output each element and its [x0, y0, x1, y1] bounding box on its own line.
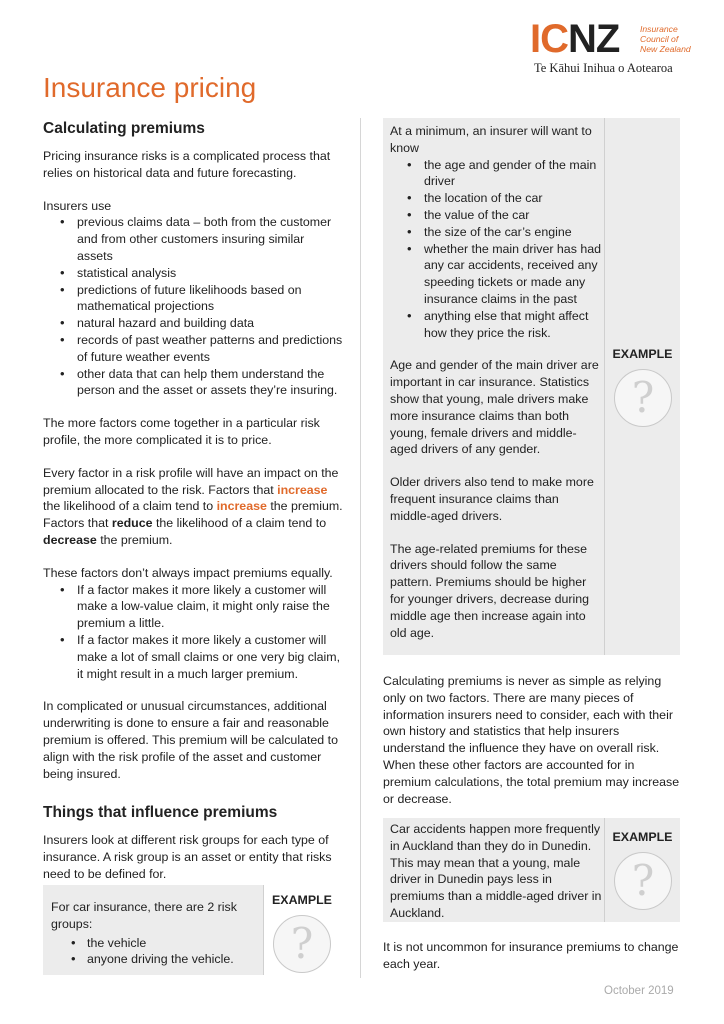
- list-item: • If a factor makes it more likely a customer will make a low-value claim, it might only raise the premium a little.: [43, 582, 343, 632]
- example-intro: At a minimum, an insurer will want to know: [390, 124, 592, 155]
- list-item: • predictions of future likelihoods based on mathematical projections: [43, 282, 343, 316]
- list-item: • whether the main driver has had any car accidents, received any speeding tickets or made any insurance claims in the past: [390, 241, 602, 308]
- footer-date: October 2019: [604, 985, 674, 997]
- paragraph-calculating: Calculating premiums is never as simple as relying only on two factors. There are many pieces of information insurers need to consider, each with their own history and statistics that help insurers understand the influence they have on overall risk. When these other factors are accounted for in premium calculations, the total premium may increase or decrease.: [383, 674, 680, 806]
- example-side: [264, 885, 340, 975]
- list-item: • other data that can help them understand the person and the asset or assets they’re insuring.: [43, 366, 343, 400]
- example-text: Car accidents happen more frequently in Auckland than they do in Dunedin. This may mean that a young, male driver in Dunedin pays less in premiums than a middle-aged driver in Auckland.: [390, 822, 602, 920]
- paragraph-premium-change: It is not uncommon for insurance premiums to change each year.: [383, 940, 679, 971]
- list-item: • the vehicle: [51, 935, 256, 952]
- list-item: • anyone driving the vehicle.: [51, 951, 256, 968]
- question-mark-icon: ?: [614, 852, 672, 910]
- paragraph-underwriting: In complicated or unusual circumstances, additional underwriting is done to ensure a fair and reasonable premium is offered. This premium will be calculated to align with the risk profile of the asset and customer being insured.: [43, 699, 338, 781]
- factor-list: [43, 582, 343, 683]
- icnz-logo: [530, 17, 700, 78]
- page-title: Insurance pricing: [43, 72, 257, 103]
- example-label: EXAMPLE: [612, 830, 673, 844]
- list-item: • the value of the car: [390, 207, 602, 224]
- list-item: • records of past weather patterns and predictions of future weather events: [43, 332, 343, 366]
- insurers-use-list: [43, 214, 343, 399]
- example-box-text: [51, 899, 256, 968]
- paragraph-age-premiums: The age-related premiums for these drivers should follow the same pattern. Premiums should be higher for younger drivers, decrease during middle age then increase again into old age.: [390, 541, 590, 640]
- example-side: [605, 818, 680, 922]
- list-item: • the size of the car’s engine: [390, 224, 602, 241]
- list-item: • anything else that might affect how they price the risk.: [390, 308, 602, 342]
- example-label: EXAMPLE: [612, 347, 673, 361]
- example-list: [51, 935, 256, 969]
- paragraph-age-gender: Age and gender of the main driver are important in car insurance. Statistics show that young, male drivers make more insurance claims than both young, female drivers and middle-aged drivers of any gender.: [390, 358, 599, 457]
- section-heading-influence: Things that influence premiums: [43, 804, 278, 822]
- paragraph-pricing: Pricing insurance risks is a complicated process that relies on historical data and future forecasting.: [43, 149, 331, 180]
- paragraph-risk-groups: Insurers look at different risk groups for each type of insurance. A risk group is an asset or entity that risks need to be defined for.: [43, 833, 332, 881]
- paragraph-equal: These factors don’t always impact premiums equally.: [43, 565, 333, 580]
- list-item: • the age and gender of the main driver: [390, 157, 602, 191]
- example-box-driver-factors: [383, 118, 680, 655]
- paragraph-factors: The more factors come together in a particular risk profile, the more complicated it is to price.: [43, 416, 320, 447]
- paragraph-older-drivers: Older drivers also tend to make more frequent insurance claims than middle-aged drivers.: [390, 475, 594, 523]
- example-intro: For car insurance, there are 2 risk groups:: [51, 900, 237, 931]
- list-item: • statistical analysis: [43, 265, 343, 282]
- question-mark-icon: ?: [273, 915, 331, 973]
- example-side: [605, 118, 680, 655]
- example-box-risk-groups: [43, 885, 340, 975]
- example-list: [390, 157, 602, 342]
- left-column: [43, 118, 343, 883]
- logo-maori-text: Te Kāhui Inihua o Aotearoa: [534, 61, 673, 75]
- question-mark-icon: ?: [614, 369, 672, 427]
- list-item: • natural hazard and building data: [43, 315, 343, 332]
- column-divider: [360, 118, 361, 978]
- logo-side-text: Insurance Council of New Zealand: [640, 24, 691, 54]
- list-item: • previous claims data – both from the customer and from other customers insuring similar assets: [43, 214, 343, 264]
- section-heading-calculating: Calculating premiums: [43, 120, 205, 137]
- paragraph-risk-profile: Every factor in a risk profile will have an impact on the premium allocated to the risk. Factors that increase the likelihood of a claim tend to increase the premium. Factors that reduce the likelihood of a claim tend to decrease the premium.: [43, 465, 343, 547]
- insurers-use-label: Insurers use: [43, 198, 112, 213]
- list-item: • If a factor makes it more likely a customer will make a lot of small claims or one very big claim, it might result in a much larger premium.: [43, 632, 343, 682]
- list-item: • the location of the car: [390, 190, 602, 207]
- example-box-location: [383, 818, 680, 922]
- example-box-text: [390, 123, 602, 641]
- example-label: EXAMPLE: [272, 893, 332, 907]
- logo-wordmark: ICNZ: [530, 17, 620, 61]
